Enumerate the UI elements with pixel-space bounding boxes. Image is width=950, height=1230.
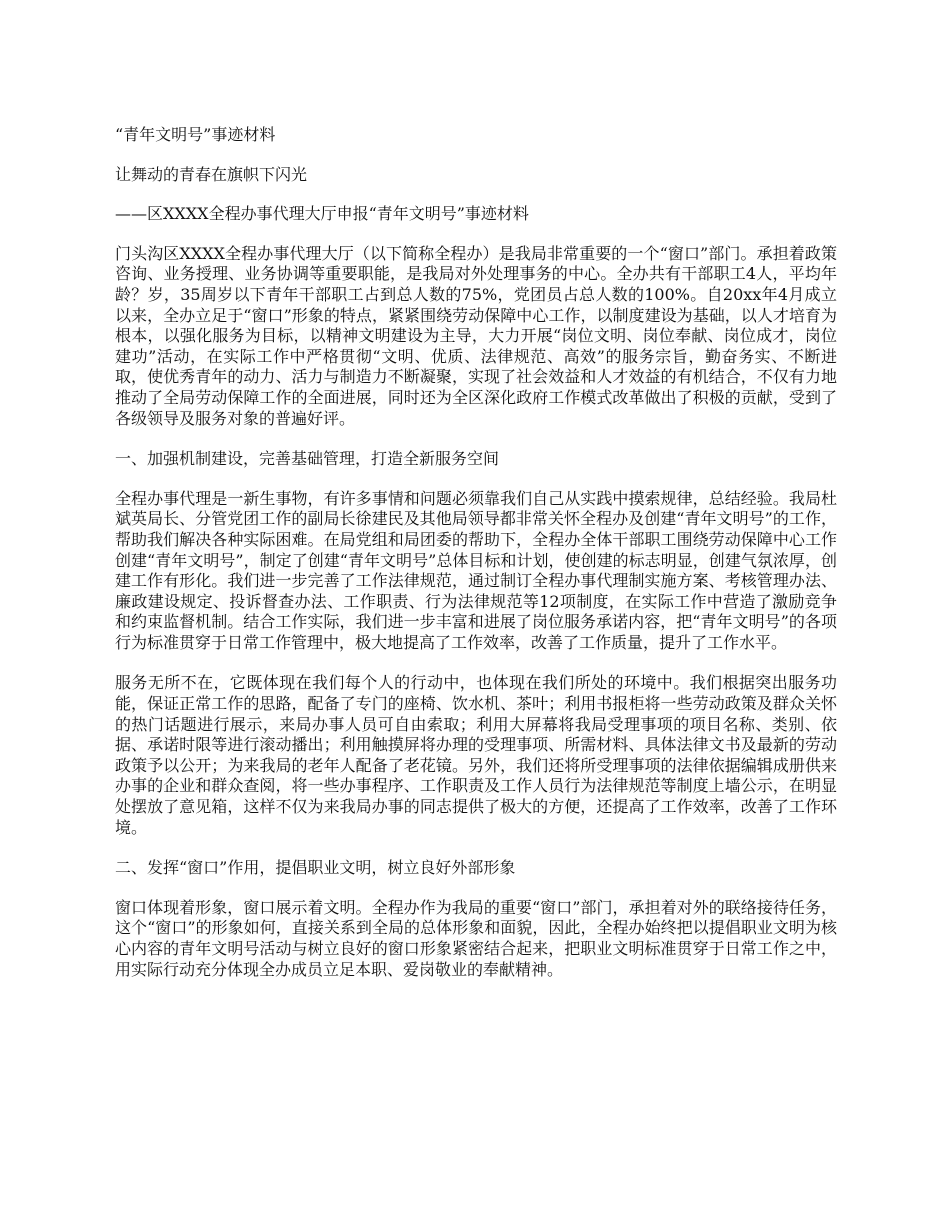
section2-heading: 二、发挥“窗口”作用，提倡职业文明，树立良好外部形象 <box>115 858 516 878</box>
intro-paragraph: 门头沟区XXXX全程办事代理大厅（以下简称全程办）是我局非常重要的一个“窗口”部门。承担着政策咨询、业务授理、业务协调等重要职能，是我局对外处理事务的中心。全办共有干部职工4人，平均年龄？岁，35周岁以下青年干部职工占到总人数的75%，党团员占总人数的100%。自20xx年4月成立以来，全办立足于“窗口”形象的特点，紧紧围绕劳动保障中心工作，以制度建设为基础，以人才培育为根本，以强化服务为目标，以精神文明建设为主导，大力开展“岗位文明、岗位奉献、岗位成才，岗位建功”活动，在实际工作中严格贯彻“文明、优质、法律规范、高效”的服务宗旨，勤奋务实、不断进取，使优秀青年的动力、活力与制造力不断凝聚，实现了社会效益和人才效益的有机结合，不仅有力地推动了全局劳动保障工作的全面进展，同时还为全区深化政府工作模式改革做出了积极的贡献，受到了各级领导及服务对象的普遍好评。 <box>115 243 837 428</box>
section1-paragraph-2: 服务无所不在，它既体现在我们每个人的行动中，也体现在我们所处的环境中。我们根据突出服务功能，保证正常工作的思路，配备了专门的座椅、饮水机、茶叶；利用书报柜将一些劳动政策及群众关怀的热门话题进行展示，来局办事人员可自由索取；利用大屏幕将我局受理事项的项目名称、类别、依据、承诺时限等进行滚动播出；利用触摸屏将办理的受理事项、所需材料、具体法律文书及最新的劳动政策予以公开；为来我局的老年人配备了老花镜。另外，我们还将所受理事项的法律依据编辑成册供来办事的企业和群众查阅，将一些办事程序、工作职责及工作人员行为法律规范等制度上墙公示，在明显处摆放了意见箱，这样不仅为来我局办事的同志提供了极大的方便，还提高了工作效率，改善了工作环境。 <box>115 673 837 837</box>
section1-paragraph-1: 全程办事代理是一新生事物，有许多事情和问题必须靠我们自己从实践中摸索规律，总结经验。我局杜斌英局长、分管党团工作的副局长徐建民及其他局领导都非常关怀全程办及创建“青年文明号”的工作，帮助我们解决各种实际困难。在局党组和局团委的帮助下，全程办全体干部职工围绕劳动保障中心工作创建“青年文明号”，制定了创建“青年文明号”总体目标和计划，使创建的标志明显，创建气氛浓厚，创建工作有形化。我们进一步完善了工作法律规范，通过制订全程办事代理制实施方案、考核管理办法、廉政建设规定、投诉督查办法、工作职责、行为法律规范等12项制度，在实际工作中营造了激励竞争和约束监督机制。结合工作实际，我们进一步丰富和进展了岗位服务承诺内容，把“青年文明号”的各项行为标准贯穿于日常工作管理中，极大地提高了工作效率，改善了工作质量，提升了工作水平。 <box>115 488 837 652</box>
document-subtitle: 让舞动的青春在旗帜下闪光 <box>115 164 308 184</box>
section1-heading: 一、加强机制建设，完善基础管理，打造全新服务空间 <box>115 449 500 469</box>
document-byline: ——区XXXX全程办事代理大厅申报“青年文明号”事迹材料 <box>115 204 529 224</box>
document-title: “青年文明号”事迹材料 <box>115 125 276 144</box>
document-page <box>115 125 837 1000</box>
section2-paragraph-1: 窗口体现着形象，窗口展示着文明。全程办作为我局的重要“窗口”部门，承担着对外的联络接待任务，这个“窗口”的形象如何，直接关系到全局的总体形象和面貌，因此，全程办始终把以提倡职业文明为核心内容的青年文明号活动与树立良好的窗口形象紧密结合起来，把职业文明标准贯穿于日常工作之中，用实际行动充分体现全办成员立足本职、爱岗敬业的奉献精神。 <box>115 897 837 979</box>
